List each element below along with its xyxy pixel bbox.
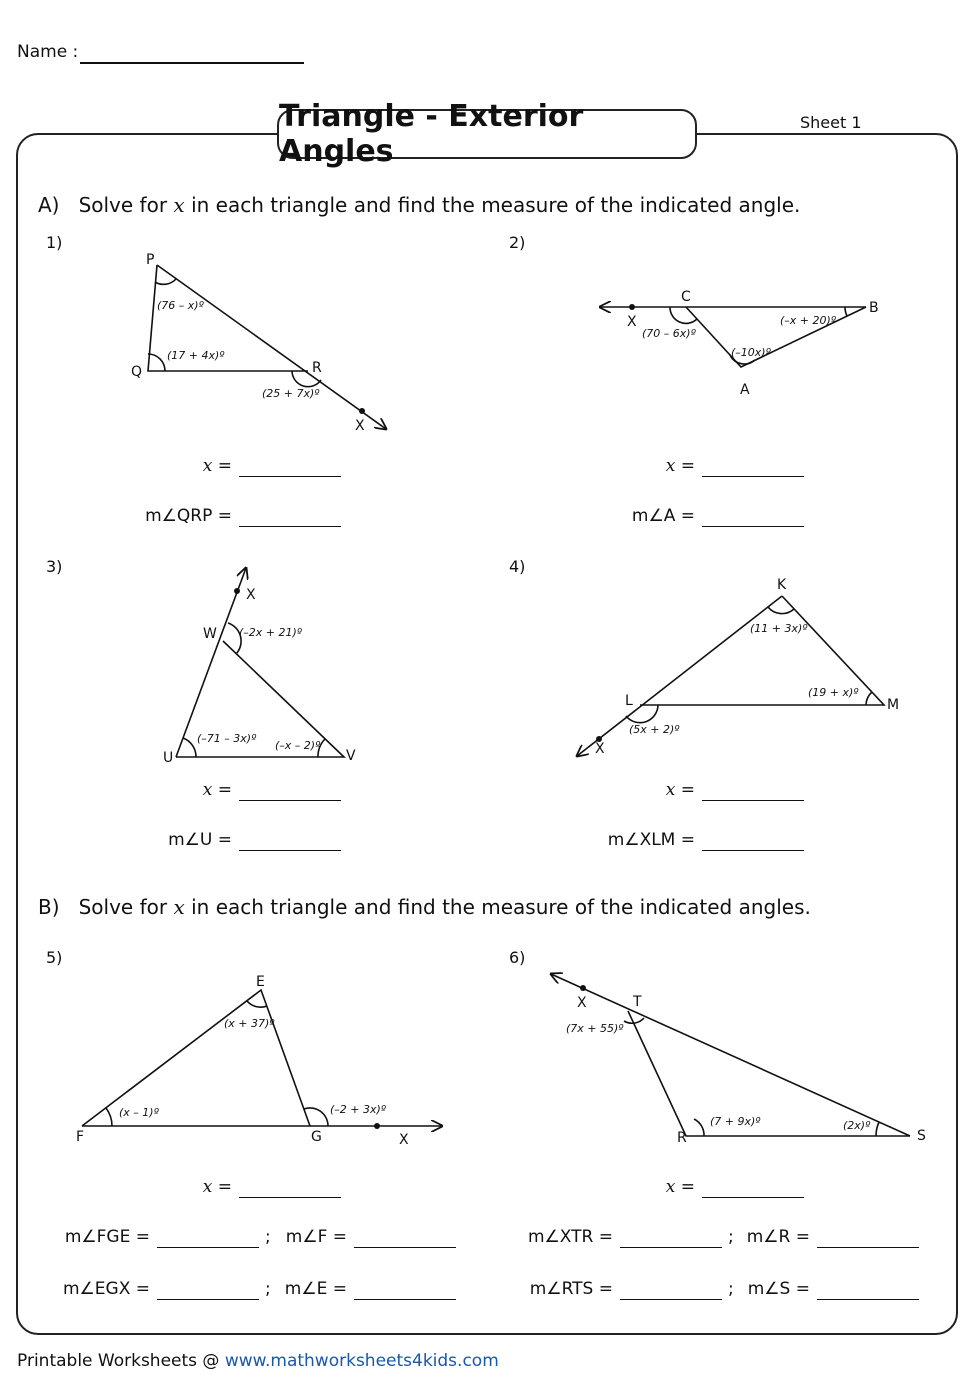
answer-angle-field-3[interactable]: [239, 850, 341, 851]
vertex-l: L: [625, 693, 633, 709]
answer-x-field-3[interactable]: [239, 800, 341, 801]
answer-angle-field-4[interactable]: [702, 850, 804, 851]
section-a-var: x: [173, 193, 185, 217]
triangle-1: [148, 265, 386, 429]
section-a-pre: Solve for: [78, 193, 168, 217]
angle-c-ext: (70 – 6x)º: [642, 327, 696, 340]
sheet-number: Sheet 1: [800, 113, 862, 132]
answer-x-label-3: x =: [202, 780, 232, 800]
separator: ;: [265, 1279, 271, 1299]
answer-rts-label: m∠RTS =: [529, 1279, 613, 1299]
vertex-p: P: [146, 252, 155, 268]
answer-x-label-6: x =: [665, 1177, 695, 1197]
problem-2-number: 2): [509, 233, 526, 252]
answer-fge-label: m∠FGE =: [64, 1227, 150, 1247]
answer-x-field-2[interactable]: [702, 476, 804, 477]
answer-x-label-4: x =: [665, 780, 695, 800]
triangle-3: [176, 568, 344, 757]
point-x-6: [580, 985, 586, 991]
vertex-r: R: [312, 360, 322, 376]
vertex-m: M: [887, 697, 900, 713]
answer-e-label: m∠E =: [284, 1279, 347, 1299]
answer-s-field[interactable]: [817, 1299, 919, 1300]
footer-link[interactable]: www.mathworksheets4kids.com: [224, 1351, 499, 1371]
vertex-q: Q: [131, 364, 143, 380]
angle-p: (76 – x)º: [157, 299, 204, 312]
answer-f-label: m∠F =: [285, 1227, 347, 1247]
section-a-post: in each triangle and find the measure of the indicated angle.: [191, 193, 801, 217]
answer-egx-label: m∠EGX =: [62, 1279, 150, 1299]
answer-egx-field[interactable]: [157, 1299, 259, 1300]
angle-r-ext: (25 + 7x)º: [262, 387, 320, 400]
vertex-f: F: [76, 1129, 85, 1145]
vertex-t: T: [633, 994, 642, 1010]
answer-angle-field-1[interactable]: [239, 526, 341, 527]
section-b-heading: [38, 895, 811, 919]
vertex-v: V: [346, 748, 356, 764]
angle-v: (–x – 2)º: [275, 739, 321, 752]
answer-r-label: m∠R =: [746, 1227, 810, 1247]
angle-a: (–10x)º: [731, 346, 771, 359]
angle-f: (x – 1)º: [119, 1106, 159, 1119]
name-label: Name :: [17, 42, 79, 62]
answer-x-field-6[interactable]: [702, 1197, 804, 1198]
problem-6-number: 6): [509, 948, 526, 967]
vertex-x-1: X: [355, 418, 365, 434]
page-title: Triangle - Exterior Angles: [277, 109, 697, 159]
separator: ;: [728, 1279, 734, 1299]
problem-4-number: 4): [509, 557, 526, 576]
footer-text: Printable Worksheets @: [17, 1351, 225, 1371]
vertex-x-6: X: [577, 995, 587, 1011]
vertex-x-4: X: [595, 741, 605, 757]
angle-r: (7 + 9x)º: [710, 1115, 761, 1128]
section-b-pre: Solve for: [78, 895, 168, 919]
answer-f-field[interactable]: [354, 1247, 456, 1248]
answer-r-field[interactable]: [817, 1247, 919, 1248]
point-x-1: [359, 408, 365, 414]
vertex-e: E: [256, 974, 265, 990]
vertex-k: K: [777, 577, 787, 593]
angle-b: (–x + 20)º: [780, 314, 836, 327]
triangle-4: [577, 596, 884, 756]
angle-l-ext: (5x + 2)º: [629, 723, 680, 736]
section-b-post: in each triangle and find the measure of the indicated angles.: [191, 895, 811, 919]
vertex-r-6: R: [677, 1130, 687, 1146]
footer: [17, 1351, 499, 1371]
vertex-b: B: [869, 300, 879, 316]
answer-xtr-label: m∠XTR =: [528, 1227, 613, 1247]
vertex-x-2: X: [627, 314, 637, 330]
answer-xtr-field[interactable]: [620, 1247, 722, 1248]
section-b-letter: B): [38, 895, 60, 919]
point-x-2: [629, 304, 635, 310]
point-x-5: [374, 1123, 380, 1129]
answer-x-label-5: x =: [202, 1177, 232, 1197]
answer-angle-label-4: m∠XLM =: [607, 830, 695, 850]
section-a-letter: A): [38, 193, 60, 217]
vertex-u: U: [163, 750, 174, 766]
angle-w-ext: (–2x + 21)º: [239, 626, 302, 639]
answer-e-field[interactable]: [354, 1299, 456, 1300]
problem-1-number: 1): [46, 233, 63, 252]
vertex-x-3: X: [246, 587, 256, 603]
answer-x-field-5[interactable]: [239, 1197, 341, 1198]
separator: ;: [265, 1227, 271, 1247]
vertex-c: C: [681, 289, 691, 305]
answer-angle-field-2[interactable]: [702, 526, 804, 527]
angle-k: (11 + 3x)º: [750, 622, 808, 635]
answer-angle-label-2: m∠A =: [631, 506, 695, 526]
vertex-w: W: [203, 626, 217, 642]
vertex-s: S: [917, 1128, 926, 1144]
answer-fge-field[interactable]: [157, 1247, 259, 1248]
angle-t-ext: (7x + 55)º: [566, 1022, 624, 1035]
angle-q: (17 + 4x)º: [167, 349, 225, 362]
answer-s-label: m∠S =: [747, 1279, 810, 1299]
problem-5-number: 5): [46, 948, 63, 967]
point-x-3: [234, 588, 240, 594]
angle-u: (–71 – 3x)º: [197, 732, 257, 745]
angle-g-ext: (–2 + 3x)º: [330, 1103, 386, 1116]
triangle-6: [551, 974, 910, 1136]
answer-angle-label-1: m∠QRP =: [145, 506, 232, 526]
vertex-x-5: X: [399, 1132, 409, 1148]
answer-angle-label-3: m∠U =: [168, 830, 232, 850]
section-b-var: x: [173, 895, 185, 919]
angle-s: (2x)º: [843, 1119, 871, 1132]
vertex-g: G: [311, 1129, 322, 1145]
angle-e: (x + 37)º: [224, 1017, 275, 1030]
angle-m: (19 + x)º: [808, 686, 859, 699]
separator: ;: [728, 1227, 734, 1247]
problem-3-number: 3): [46, 557, 63, 576]
answer-rts-field[interactable]: [620, 1299, 722, 1300]
answer-x-label-2: x =: [665, 456, 695, 476]
vertex-a: A: [740, 382, 750, 398]
answer-x-label-1: x =: [202, 456, 232, 476]
answer-x-field-1[interactable]: [239, 476, 341, 477]
answer-x-field-4[interactable]: [702, 800, 804, 801]
